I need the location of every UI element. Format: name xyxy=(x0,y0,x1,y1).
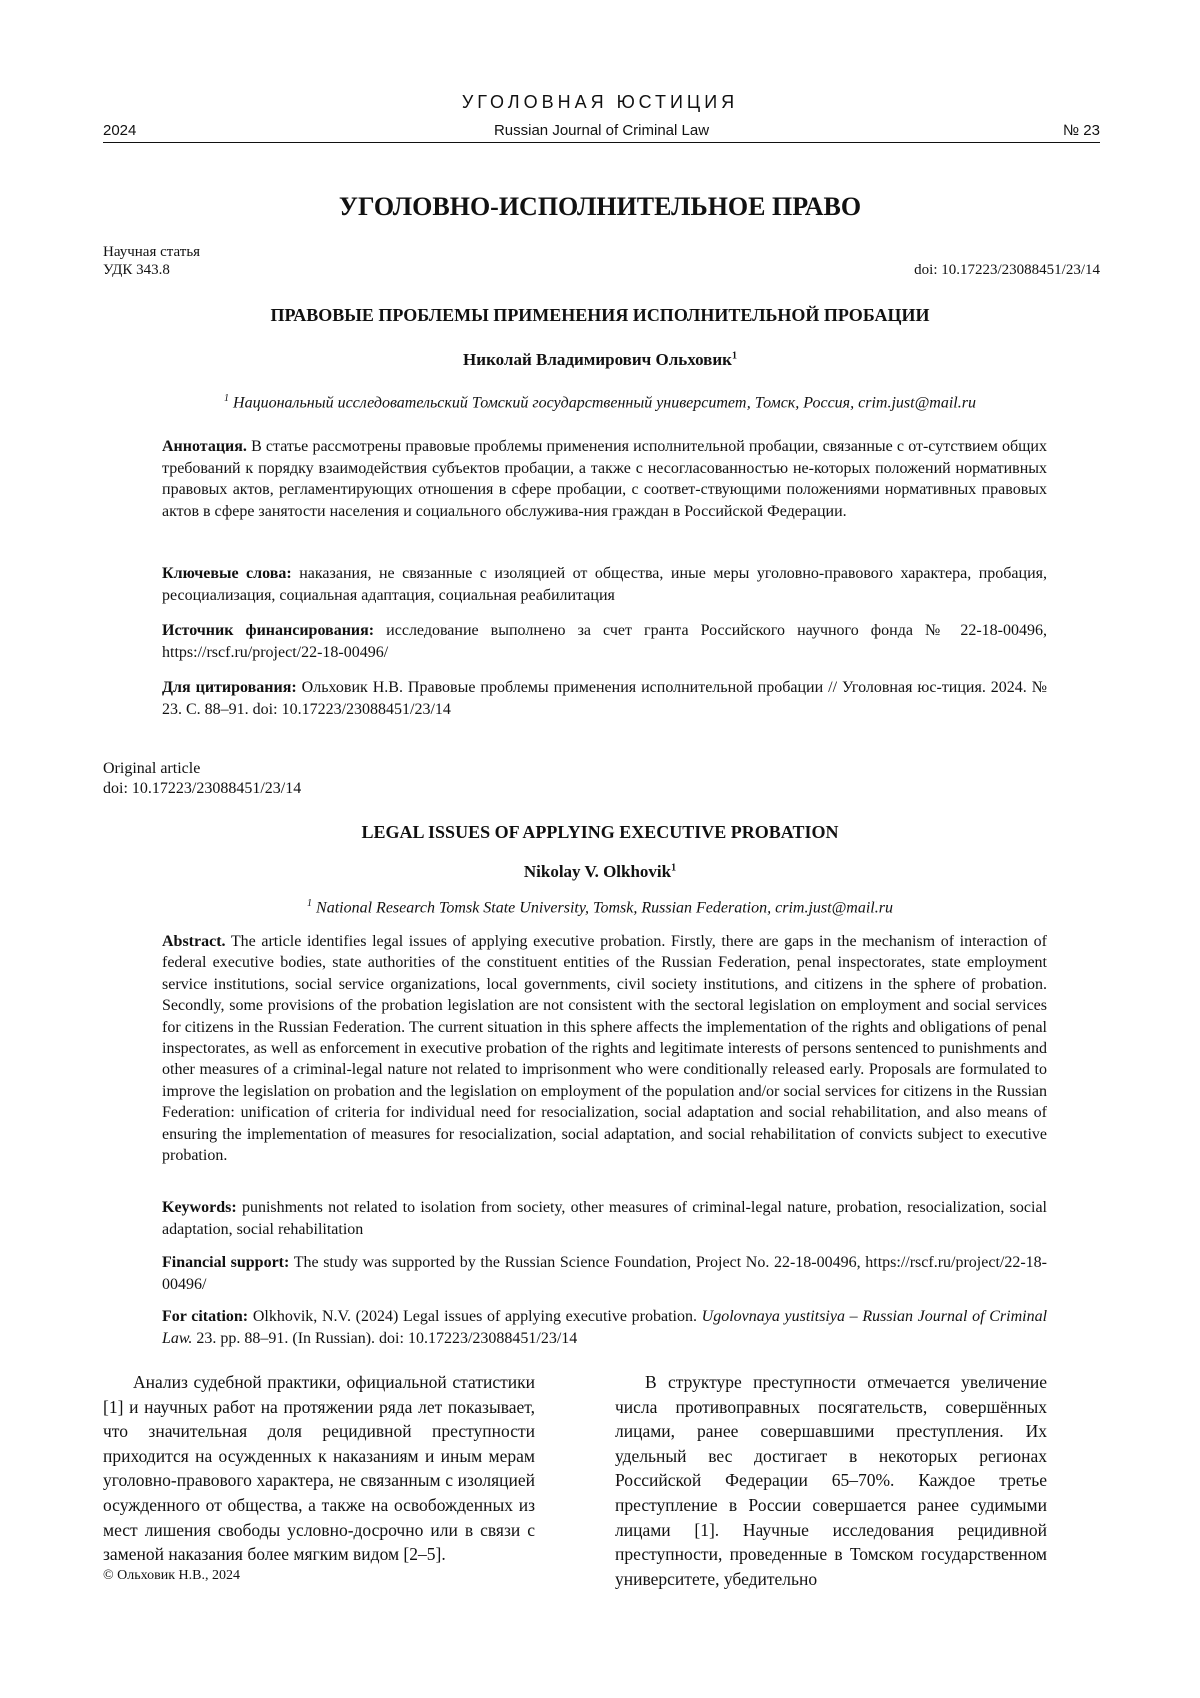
en-citation-label: For citation: xyxy=(162,1308,248,1325)
ru-doi: doi: 10.17223/23088451/23/14 xyxy=(914,262,1100,279)
ru-affiliation xyxy=(0,393,1200,412)
en-funding-text: The study was supported by the Russian Science Foundation, Project No. 22-18-00496, https://rscf.ru/project/22-18-00496/ xyxy=(162,1254,1047,1293)
en-citation-post: 23. pp. 88–91. (In Russian). doi: 10.17223/23088451/23/14 xyxy=(196,1330,577,1347)
en-affil-sup: 1 xyxy=(307,898,312,909)
ru-abstract xyxy=(162,436,1047,522)
ru-citation-text: Ольховик Н.В. Правовые проблемы применения исполнительной пробации // Уголовная юс-тиция. 2024. № 23. С. 88–91. doi: 10.17223/23088451/23/14 xyxy=(162,679,1047,718)
en-keywords-label: Keywords: xyxy=(162,1199,237,1216)
en-citation xyxy=(162,1306,1047,1349)
en-keywords-text: punishments not related to isolation from society, other measures of criminal-legal nature, probation, resocialization, social adaptation, social rehabilitation xyxy=(162,1199,1047,1238)
en-article-type: Original article xyxy=(103,760,200,778)
en-author xyxy=(0,862,1200,882)
en-funding-label: Financial support: xyxy=(162,1254,289,1271)
header-journal-en: Russian Journal of Criminal Law xyxy=(103,122,1100,139)
ru-citation-label: Для цитирования: xyxy=(162,679,297,696)
en-abstract-text: The article identifies legal issues of applying executive probation. Firstly, there are gaps in the mechanism of interaction of federal executive bodies, state authorities of the constituent entities of the Russian Federation, penal inspectorates, state employment service institutions, social service organizations, local governments, civil society institutions, and citizens in the sphere of probation. Secondly, some provisions of the probation legislation are not consistent with the sectoral legislation on employment and social services for citizens in the Russian Federation. The current situation in this sphere affects the implementation of the rights and obligations of penal inspectorates, as well as enforcement in executive probation of the rights and legitimate interests of persons sentenced to punishments and other measures of a criminal-legal nature not related to imprisonment who were conditionally released early. Proposals are formulated to improve the legislation on probation and the legislation on employment of the population and/or social services for citizens in the Russian Federation: unification of criteria for individual need for resocialization, social adaptation and social rehabilitation, and also means of ensuring the implementation of measures for resocialization, social adaptation, and social rehabilitation of convicts subject to executive probation. xyxy=(162,933,1047,1164)
ru-citation xyxy=(162,677,1047,720)
ru-title: ПРАВОВЫЕ ПРОБЛЕМЫ ПРИМЕНЕНИЯ ИСПОЛНИТЕЛЬНОЙ ПРОБАЦИИ xyxy=(0,305,1200,326)
section-title: УГОЛОВНО-ИСПОЛНИТЕЛЬНОЕ ПРАВО xyxy=(0,192,1200,222)
en-abstract-label: Abstract. xyxy=(162,933,226,950)
en-doi: doi: 10.17223/23088451/23/14 xyxy=(103,780,301,798)
en-funding xyxy=(162,1252,1047,1295)
en-affiliation xyxy=(0,898,1200,917)
ru-author xyxy=(0,350,1200,370)
header-divider xyxy=(103,142,1100,143)
ru-affiliation-text: Национальный исследовательский Томский государственный университет, Томск, Россия, crim.just@mail.ru xyxy=(233,394,976,411)
header-year: 2024 xyxy=(103,122,136,139)
ru-author-sup: 1 xyxy=(732,350,737,361)
header-issue: № 23 xyxy=(1063,122,1100,139)
ru-funding-text: исследование выполнено за счет гранта Российского научного фонда № 22-18-00496, https://rscf.ru/project/22-18-00496/ xyxy=(162,622,1047,661)
en-author-sup: 1 xyxy=(671,862,676,873)
ru-udc: УДК 343.8 xyxy=(103,262,170,279)
body-column-left xyxy=(103,1370,535,1567)
body-paragraph-right: В структуре преступности отмечается увеличение числа противоправных посягательств, совершённых лицами, ранее совершавшими преступления. Их удельный вес достигает в некоторых регионах Российской Федерации 65–70%. Каждое третье преступление в России совершается ранее судимыми лицами [1]. Научные исследования рецидивной преступности, проведенные в Томском государственном университете, убедительно xyxy=(615,1370,1047,1591)
journal-name: УГОЛОВНАЯ ЮСТИЦИЯ xyxy=(0,92,1200,113)
ru-funding-label: Источник финансирования: xyxy=(162,622,374,639)
body-paragraph-left: Анализ судебной практики, официальной статистики [1] и научных работ на протяжении ряда лет показывает, что значительная доля рецидивной преступности приходится на осужденных к наказаниям и иным мерам уголовно-правового характера, не связанным с изоляцией осужденного от общества, а также на освобожденных из мест лишения свободы условно-досрочно или в связи с заменой наказания более мягким видом [2–5]. xyxy=(103,1370,535,1567)
copyright-notice: © Ольховик Н.В., 2024 xyxy=(103,1568,240,1584)
en-author-name: Nikolay V. Olkhovik xyxy=(524,862,671,881)
ru-keywords xyxy=(162,563,1047,606)
ru-abstract-label: Аннотация. xyxy=(162,438,247,455)
en-citation-pre: Olkhovik, N.V. (2024) Legal issues of applying executive probation. xyxy=(253,1308,697,1325)
ru-keywords-text: наказания, не связанные с изоляцией от общества, иные меры уголовно-правового характера, пробация, ресоциализация, социальная адаптация, социальная реабилитация xyxy=(162,565,1047,604)
en-title: LEGAL ISSUES OF APPLYING EXECUTIVE PROBATION xyxy=(0,822,1200,843)
en-keywords xyxy=(162,1197,1047,1240)
ru-keywords-label: Ключевые слова: xyxy=(162,565,292,582)
en-abstract xyxy=(162,931,1047,1166)
en-affiliation-text: National Research Tomsk State University, Tomsk, Russian Federation, crim.just@mail.ru xyxy=(316,899,893,916)
ru-article-type: Научная статья xyxy=(103,244,200,261)
en-citation-journal: Ugolovnaya yustitsiya – Russian Journal of Criminal Law. xyxy=(162,1308,1047,1347)
ru-funding xyxy=(162,620,1047,663)
ru-abstract-text: В статье рассмотрены правовые проблемы применения исполнительной пробации, связанные с от-сутствием общих требований к порядку взаимодействия субъектов пробации, а также с несогласованностью не-которых положений нормативных правовых актов, регламентирующих отношения в сфере пробации, с соответ-ствующими положениями нормативных правовых актов в сфере занятости населения и социального обслужива-ния граждан в Российской Федерации. xyxy=(162,438,1047,520)
ru-affil-sup: 1 xyxy=(224,393,229,404)
body-column-right xyxy=(615,1370,1047,1591)
ru-author-name: Николай Владимирович Ольховик xyxy=(463,350,732,369)
